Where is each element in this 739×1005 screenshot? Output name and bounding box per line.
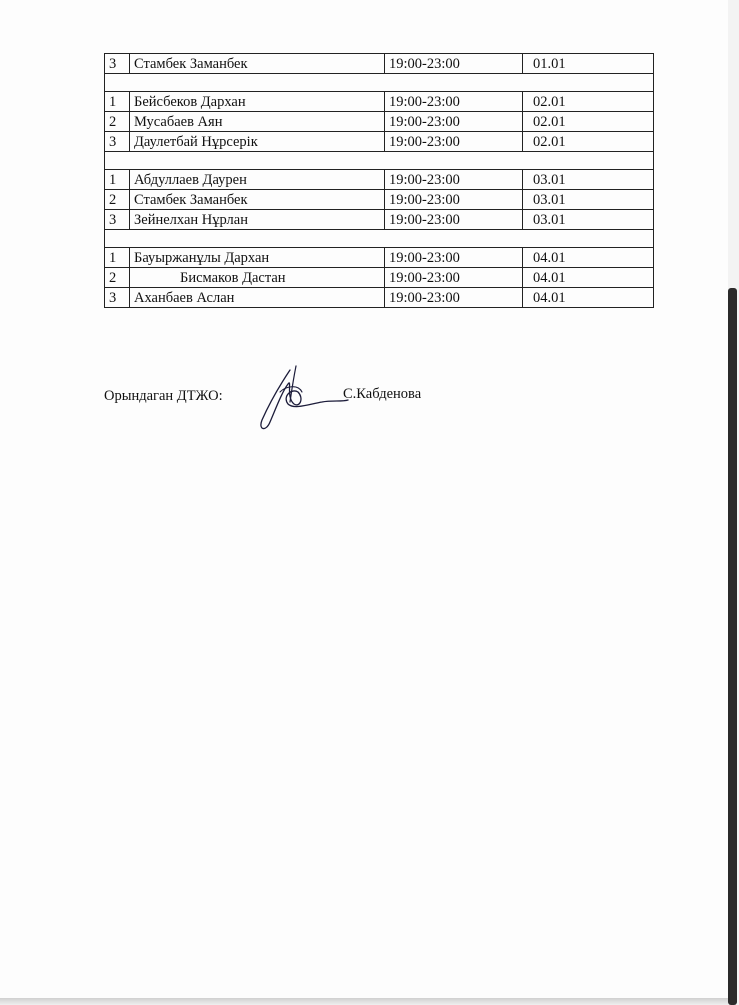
page-bottom-edge	[0, 998, 728, 1005]
person-name: Абдуллаев Даурен	[130, 170, 385, 190]
duty-schedule-table	[104, 53, 654, 308]
shift-time: 19:00-23:00	[385, 248, 523, 268]
person-name: Мусабаев Аян	[130, 112, 385, 132]
shift-time: 19:00-23:00	[385, 190, 523, 210]
group-separator-row	[105, 152, 654, 170]
row-number: 1	[105, 92, 130, 112]
row-number: 3	[105, 288, 130, 308]
shift-time: 19:00-23:00	[385, 288, 523, 308]
table-row	[105, 288, 654, 308]
shift-time: 19:00-23:00	[385, 112, 523, 132]
person-name: Аханбаев Аслан	[130, 288, 385, 308]
table-row	[105, 190, 654, 210]
shift-time: 19:00-23:00	[385, 132, 523, 152]
shift-date: 03.01	[523, 170, 654, 190]
row-number: 3	[105, 132, 130, 152]
group-separator-row	[105, 74, 654, 92]
table-row	[105, 248, 654, 268]
shift-time: 19:00-23:00	[385, 170, 523, 190]
shift-time: 19:00-23:00	[385, 92, 523, 112]
shift-date: 02.01	[523, 132, 654, 152]
shift-date: 03.01	[523, 210, 654, 230]
table-row	[105, 210, 654, 230]
group-separator-row	[105, 230, 654, 248]
shift-date: 02.01	[523, 92, 654, 112]
row-number: 2	[105, 190, 130, 210]
person-name: Стамбек Заманбек	[130, 54, 385, 74]
row-number: 1	[105, 248, 130, 268]
shift-date: 02.01	[523, 112, 654, 132]
row-number: 2	[105, 112, 130, 132]
signature-label: Орындаган ДТЖО:	[104, 388, 223, 404]
person-name: Бауыржанұлы Дархан	[130, 248, 385, 268]
shift-date: 04.01	[523, 268, 654, 288]
table-row	[105, 112, 654, 132]
table-row	[105, 170, 654, 190]
shift-date: 04.01	[523, 288, 654, 308]
person-name: Бейсбеков Дархан	[130, 92, 385, 112]
row-number: 3	[105, 210, 130, 230]
person-name: Бисмаков Дастан	[130, 268, 385, 288]
scrollbar-thumb[interactable]	[728, 288, 737, 1005]
table-row	[105, 92, 654, 112]
shift-date: 01.01	[523, 54, 654, 74]
shift-time: 19:00-23:00	[385, 210, 523, 230]
row-number: 2	[105, 268, 130, 288]
shift-date: 04.01	[523, 248, 654, 268]
person-name: Даулетбай Нұрсерік	[130, 132, 385, 152]
row-number: 3	[105, 54, 130, 74]
table-row	[105, 54, 654, 74]
signer-name: С.Кабденова	[343, 386, 422, 402]
handwritten-signature	[252, 362, 352, 436]
shift-time: 19:00-23:00	[385, 268, 523, 288]
person-name: Зейнелхан Нұрлан	[130, 210, 385, 230]
person-name: Стамбек Заманбек	[130, 190, 385, 210]
row-number: 1	[105, 170, 130, 190]
table-row	[105, 268, 654, 288]
shift-time: 19:00-23:00	[385, 54, 523, 74]
shift-date: 03.01	[523, 190, 654, 210]
table-row	[105, 132, 654, 152]
